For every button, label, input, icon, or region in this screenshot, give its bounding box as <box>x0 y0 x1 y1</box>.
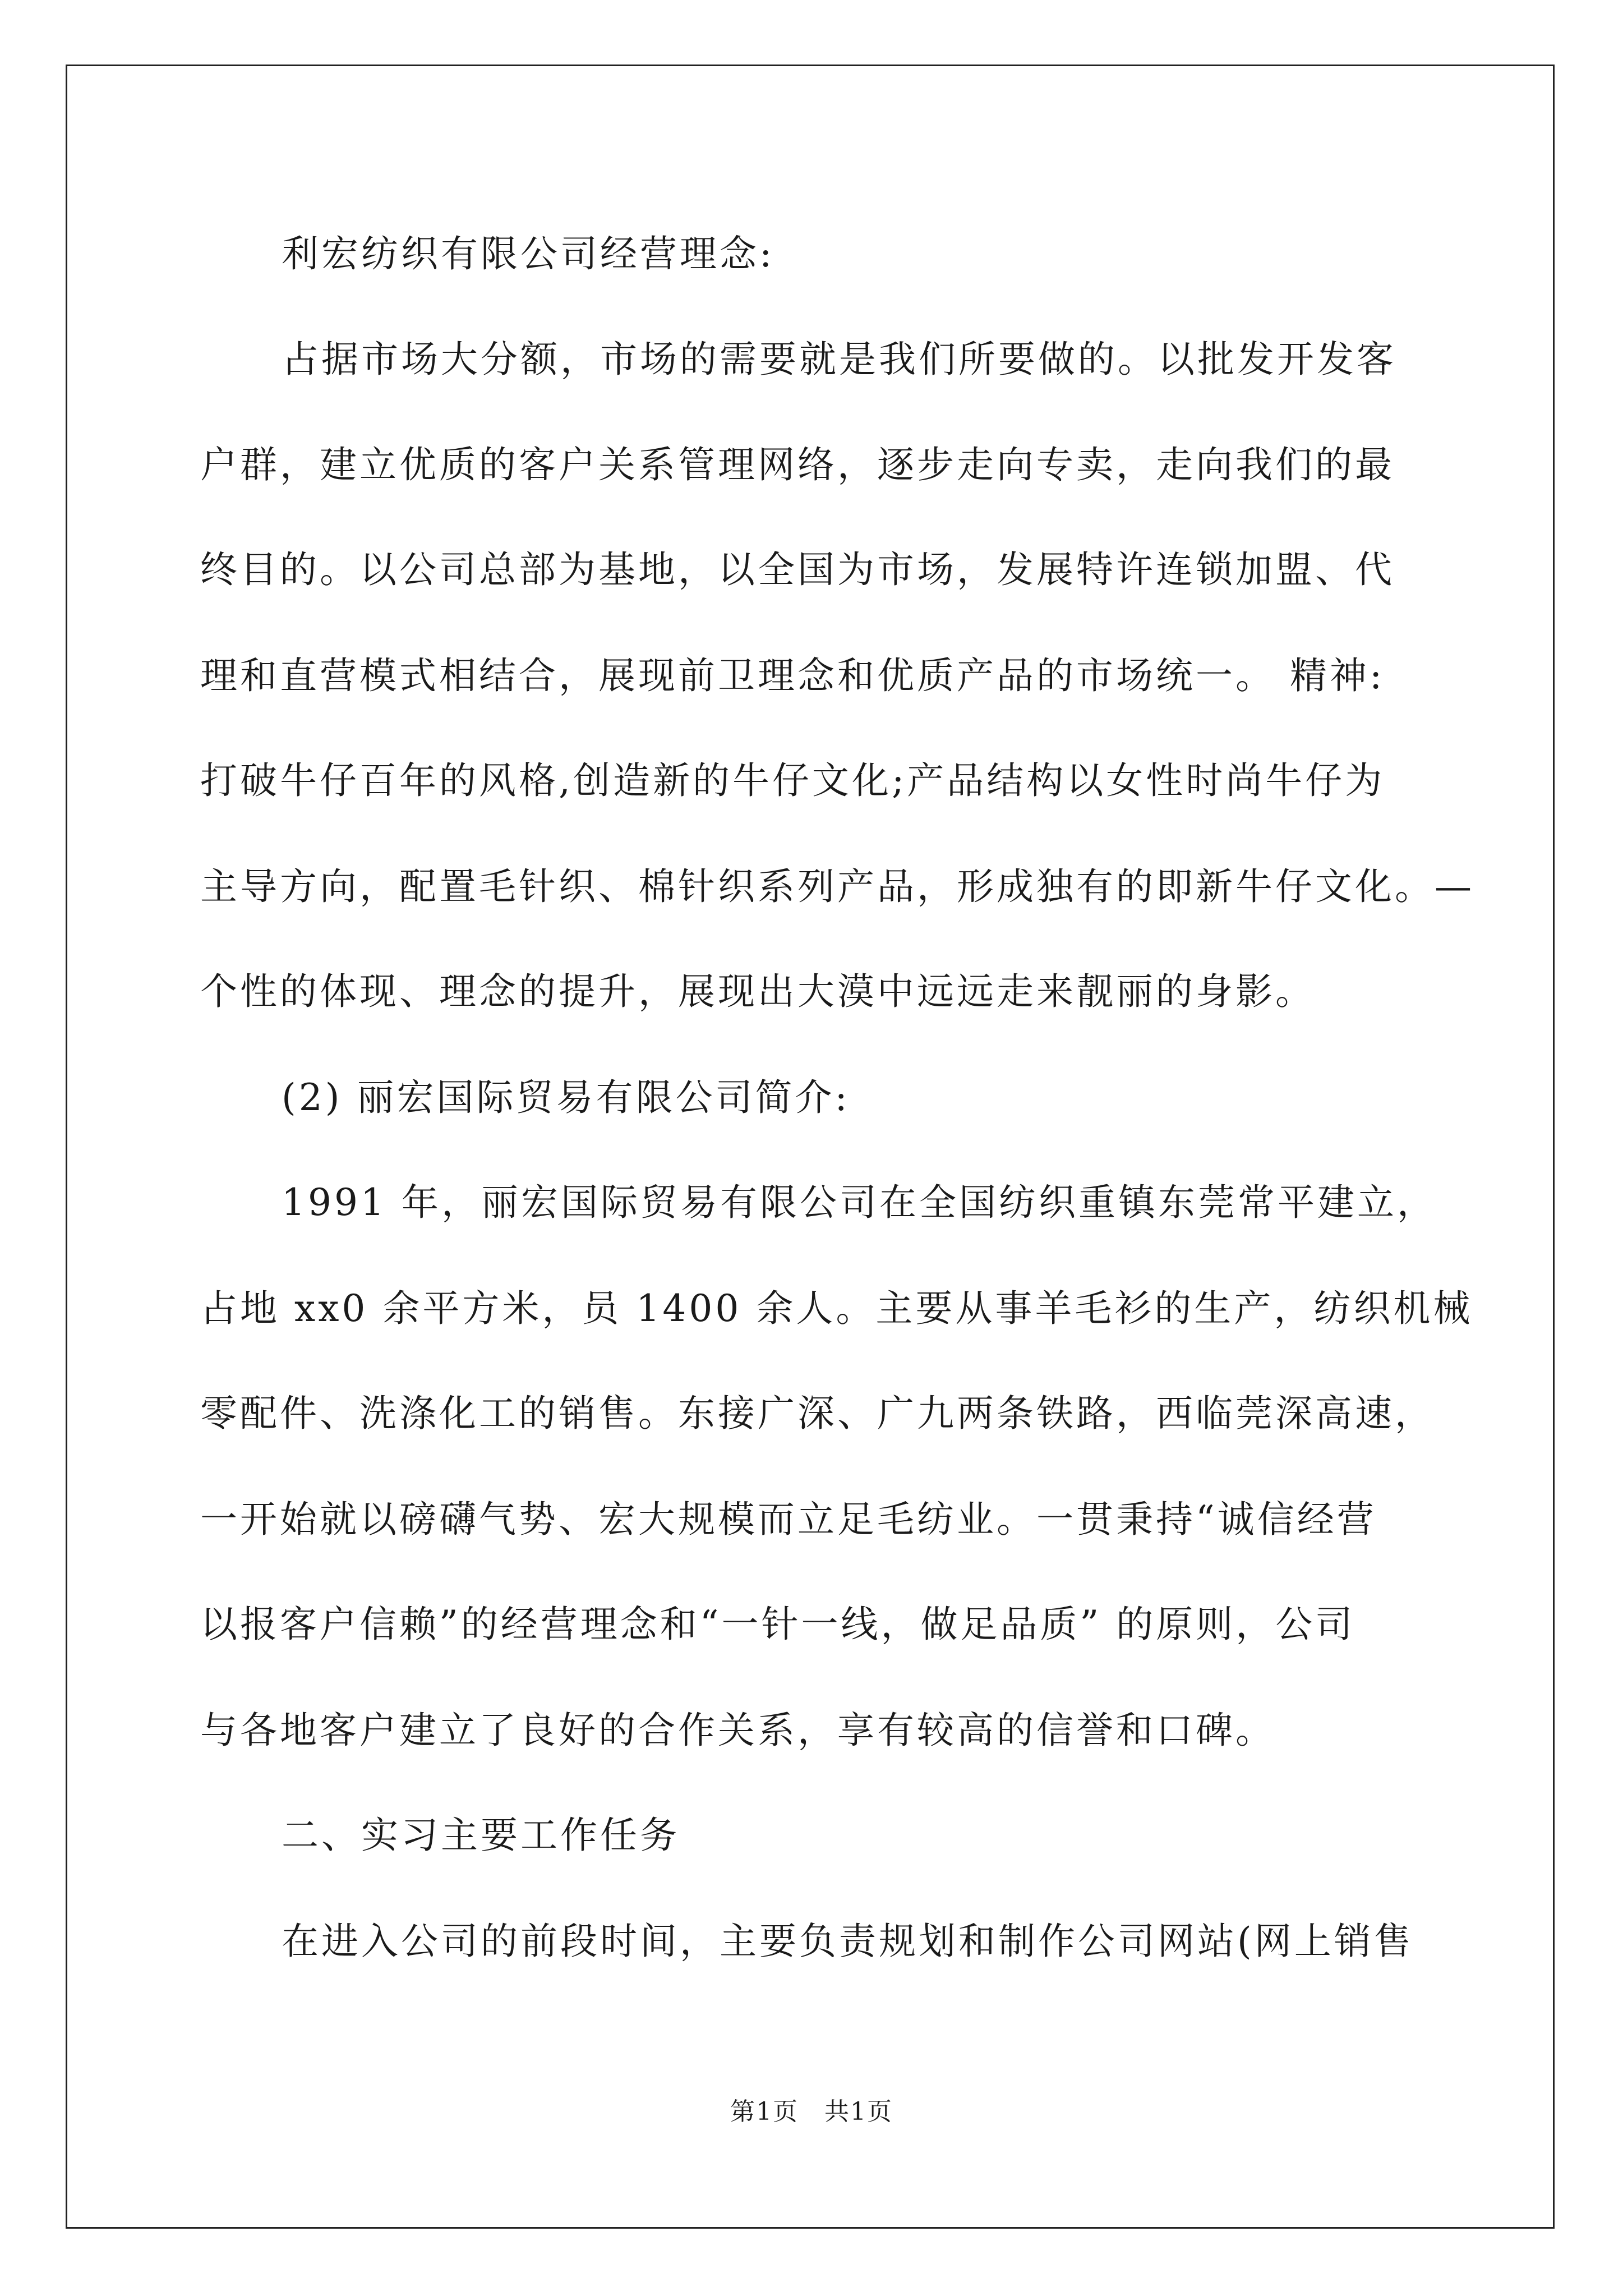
text-line: 个性的体现、理念的提升，展现出大漠中远远走来靓丽的身影。 <box>200 970 1315 1013</box>
text-line: 一开始就以磅礴气势、宏大规模而立足毛纺业。一贯秉持“诚信经营 <box>200 1498 1377 1541</box>
text-line: 占地 xx0 余平方米，员 1400 余人。主要从事羊毛衫的生产，纺织机械 <box>200 1287 1473 1330</box>
text-line: 在进入公司的前段时间，主要负责规划和制作公司网站(网上销售 <box>282 1920 1414 1963</box>
text-line: 主导方向，配置毛针织、棉针织系列产品，形成独有的即新牛仔文化。— <box>200 865 1474 908</box>
text-line: 终目的。以公司总部为基地，以全国为市场，发展特许连锁加盟、代 <box>200 548 1395 591</box>
text-line: 理和直营模式相结合，展现前卫理念和优质产品的市场统一。 精神: <box>200 654 1385 697</box>
text-line: 利宏纺织有限公司经营理念: <box>282 232 775 275</box>
text-line: 以报客户信赖”的经营理念和“一针一线，做足品质” 的原则，公司 <box>200 1603 1355 1646</box>
page-number-footer: 第1页 共1页 <box>730 2097 893 2126</box>
text-line: 零配件、洗涤化工的销售。东接广深、广九两条铁路，西临莞深高速， <box>200 1392 1435 1435</box>
text-line: 与各地客户建立了良好的合作关系，享有较高的信誉和口碑。 <box>200 1709 1275 1752</box>
section-heading: 二、实习主要工作任务 <box>282 1814 680 1857</box>
page-border <box>66 65 1555 2229</box>
text-line: 户群，建立优质的客户关系管理网络，逐步走向专卖，走向我们的最 <box>200 443 1395 486</box>
text-line: (2) 丽宏国际贸易有限公司简介: <box>282 1076 850 1119</box>
text-line: 1991 年，丽宏国际贸易有限公司在全国纺织重镇东莞常平建立， <box>282 1181 1437 1224</box>
text-line: 打破牛仔百年的风格,创造新的牛仔文化;产品结构以女性时尚牛仔为 <box>200 759 1385 802</box>
text-line: 占据市场大分额，市场的需要就是我们所要做的。以批发开发客 <box>282 338 1396 381</box>
